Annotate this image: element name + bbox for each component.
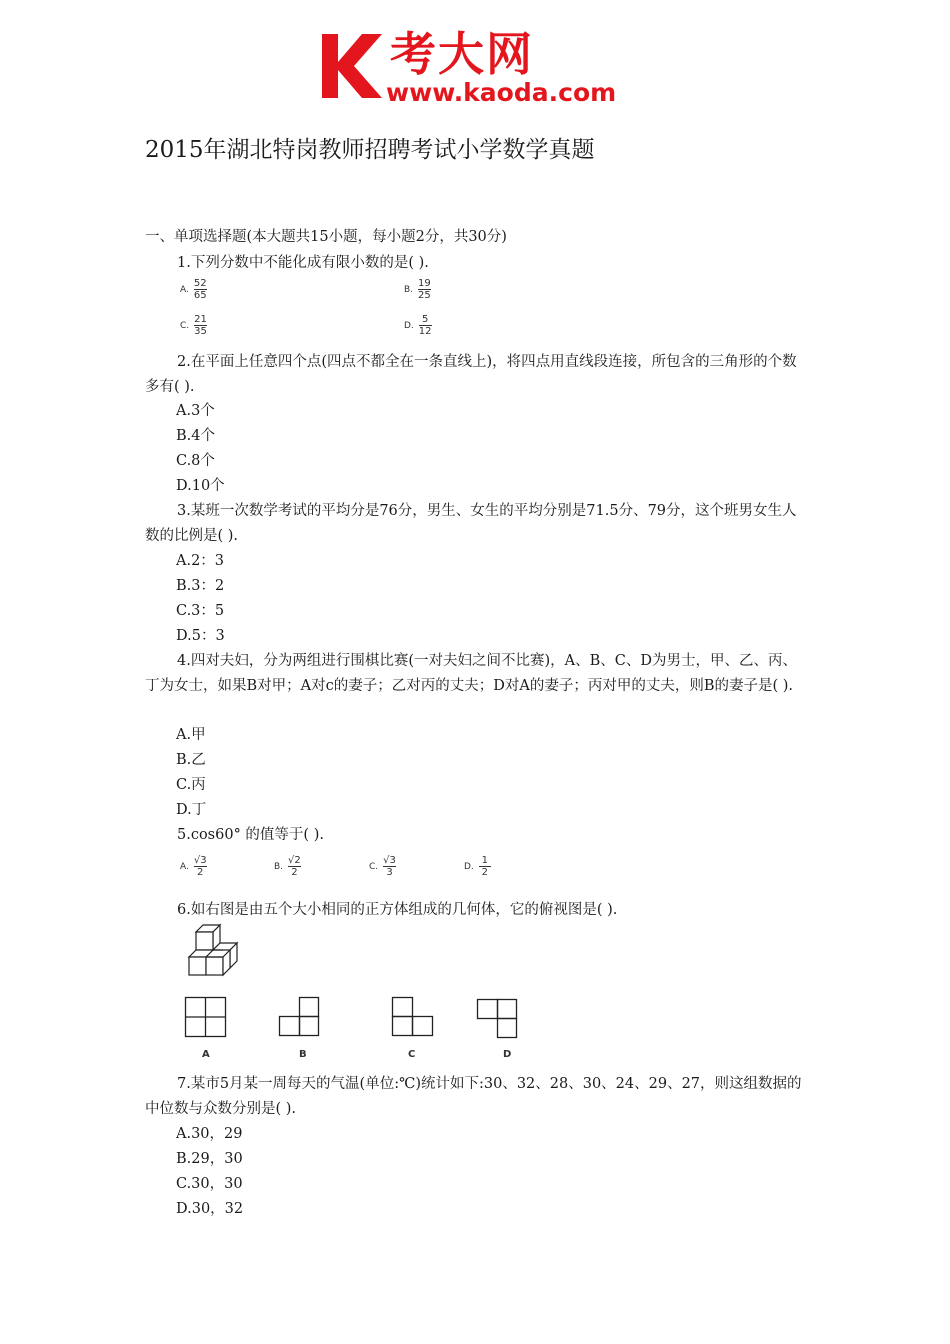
fraction <box>479 855 491 878</box>
fraction <box>418 278 431 301</box>
option-letter: B. <box>274 861 284 872</box>
fraction <box>194 855 207 878</box>
fraction-denominator: 35 <box>194 326 207 337</box>
q5-option-b <box>274 855 301 878</box>
view-option-b-figure <box>278 996 322 1038</box>
logo-url-text: www.kaoda.com <box>386 78 617 107</box>
section-heading: 一、单项选择题(本大题共15小题，每小题2分，共30分) <box>145 229 507 245</box>
q5-option-c <box>369 855 396 878</box>
fraction-denominator: 25 <box>418 290 431 301</box>
fraction-denominator: 3 <box>386 867 393 878</box>
fraction-numerator: 52 <box>193 278 207 289</box>
figure-label-d: D <box>503 1049 512 1060</box>
cube-solid-figure <box>186 922 242 980</box>
fraction-denominator: 65 <box>193 290 207 301</box>
q5-option-d <box>464 855 491 878</box>
option-letter: C. <box>369 861 379 872</box>
fraction <box>288 855 301 878</box>
q7-option-a: A.30，29 <box>176 1126 243 1142</box>
option-letter: A. <box>180 284 189 295</box>
q1-option-b <box>404 278 431 301</box>
q2-option-d: D.10个 <box>176 478 225 494</box>
kaoda-logo <box>318 28 638 112</box>
q2-option-b: B.4个 <box>176 428 215 444</box>
fraction-numerator: 1 <box>481 855 488 866</box>
fraction <box>194 278 207 301</box>
option-letter: B. <box>404 284 414 295</box>
q4-option-c: C.丙 <box>176 777 206 793</box>
question-4: 4.四对夫妇，分为两组进行围棋比赛(一对夫妇之间不比赛)，A、B、C、D为男士，甲、乙、丙、丁为女士，如果B对甲；A对c的妻子；乙对丙的丈夫；D对A的妻子；丙对甲的丈夫，则B的妻子是( ). <box>145 653 797 694</box>
figure-label-b: B <box>299 1049 307 1060</box>
page-title: 2015年湖北特岗教师招聘考试小学数学真题 <box>145 137 595 163</box>
fraction <box>419 314 432 337</box>
question-1: 1.下列分数中不能化成有限小数的是( ). <box>177 255 429 271</box>
q2-option-c: C.8个 <box>176 453 215 469</box>
question-2: 2.在平面上任意四个点(四点不都全在一条直线上)，将四点用直线段连接，所包含的三角形的个数多有( ). <box>145 354 797 395</box>
q3-option-b: B.3：2 <box>176 578 225 594</box>
question-7: 7.某市5月某一周每天的气温(单位:℃)统计如下:30、32、28、30、24、29、27，则这组数据的中位数与众数分别是( ). <box>145 1076 802 1117</box>
q7-option-b: B.29，30 <box>176 1151 243 1167</box>
fraction-denominator: 2 <box>291 867 298 878</box>
q2-option-a: A.3个 <box>176 403 215 419</box>
view-option-d-figure <box>476 998 520 1040</box>
fraction-numerator: 19 <box>418 278 431 289</box>
fraction-numerator: 21 <box>194 314 207 325</box>
fraction <box>194 314 207 337</box>
q3-option-c: C.3：5 <box>176 603 225 619</box>
fraction-denominator: 2 <box>197 867 204 878</box>
fraction-denominator: 12 <box>418 326 432 337</box>
q7-option-d: D.30，32 <box>176 1201 244 1217</box>
option-letter: D. <box>404 320 414 331</box>
option-letter: C. <box>180 320 190 331</box>
fraction-numerator: √2 <box>288 855 301 866</box>
q1-option-c <box>180 314 207 337</box>
q5-option-a <box>180 855 207 878</box>
q4-option-d: D.丁 <box>176 802 207 818</box>
q4-option-b: B.乙 <box>176 752 206 768</box>
fraction-denominator: 2 <box>481 867 488 878</box>
question-6: 6.如右图是由五个大小相同的正方体组成的几何体，它的俯视图是( ). <box>177 902 618 918</box>
fraction-numerator: 5 <box>421 314 429 325</box>
q7-option-c: C.30，30 <box>176 1176 243 1192</box>
view-option-a-figure <box>184 996 228 1038</box>
option-letter: A. <box>180 861 189 872</box>
k-logo-icon <box>318 28 388 102</box>
fraction-numerator: √3 <box>193 855 207 866</box>
q3-option-d: D.5：3 <box>176 628 225 644</box>
view-option-c-figure <box>391 996 435 1038</box>
fraction <box>383 855 396 878</box>
question-3: 3.某班一次数学考试的平均分是76分，男生、女生的平均分别是71.5分、79分，这个班男女生人数的比例是( ). <box>145 503 797 544</box>
option-letter: D. <box>464 861 474 872</box>
fraction-numerator: √3 <box>383 855 396 866</box>
q1-option-d <box>404 314 432 337</box>
q4-option-a: A.甲 <box>176 727 206 743</box>
q1-option-a <box>180 278 207 301</box>
question-5: 5.cos60° 的值等于( ). <box>177 827 324 843</box>
figure-label-c: C <box>408 1049 416 1060</box>
logo-chinese-text: 考大网 <box>390 27 534 81</box>
figure-label-a: A <box>202 1049 210 1060</box>
q3-option-a: A.2：3 <box>176 553 225 569</box>
